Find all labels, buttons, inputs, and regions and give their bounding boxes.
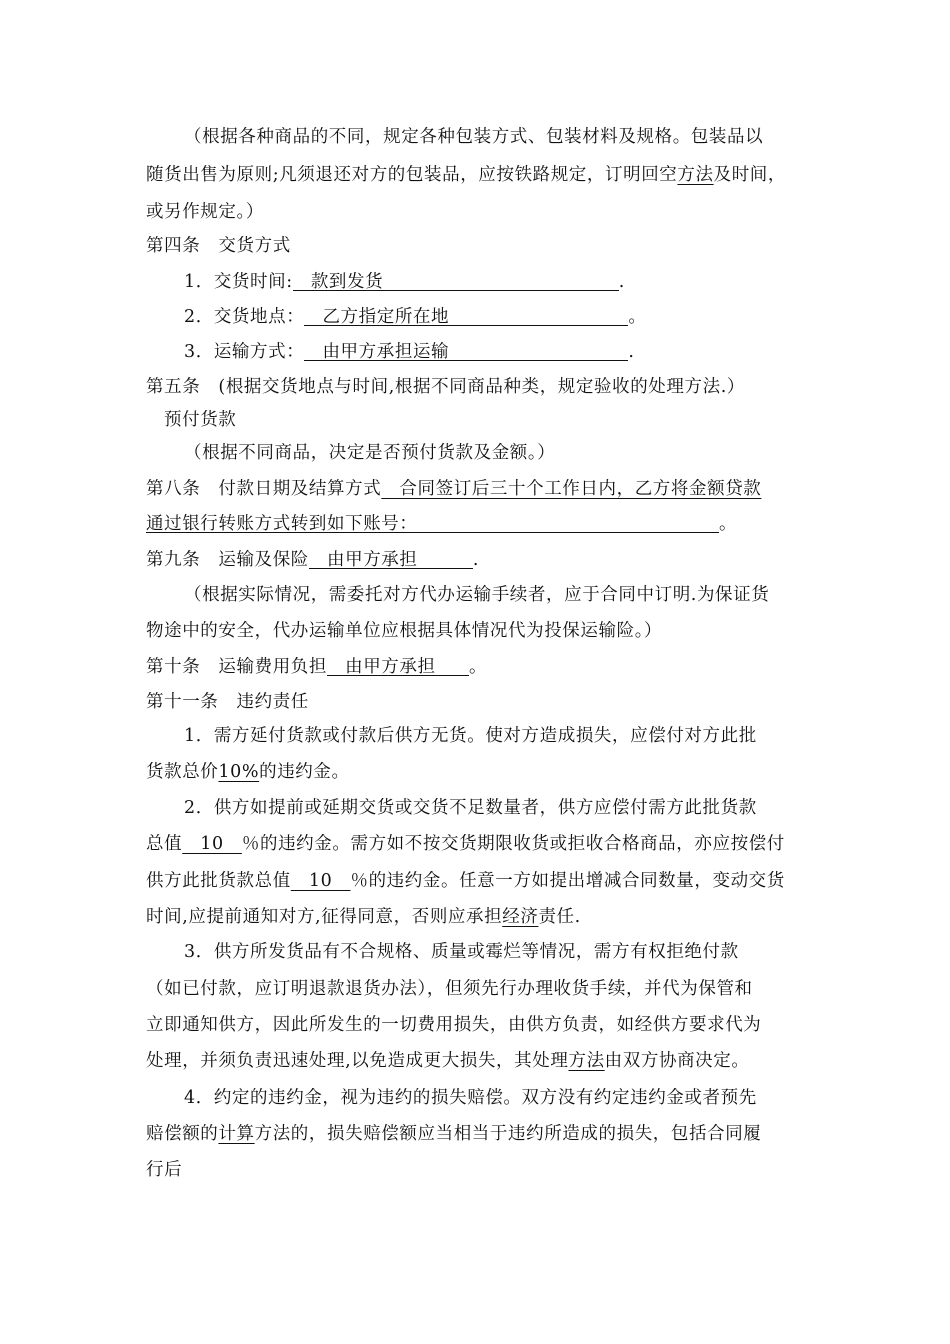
clause-4-text-end: 方法的，损失赔偿额应当相当于违约所造成的损失，包括合同履 — [254, 1124, 762, 1144]
clause-3-line-4 — [146, 1049, 749, 1073]
clause-3-line-4-text: 处理，并须负责迅速处理,以免造成更大损失，其处理 — [146, 1051, 569, 1071]
transport-mode-label: 3．运输方式： — [184, 342, 305, 362]
prepayment-note: （根据不同商品，决定是否预付货款及金额。） — [184, 443, 556, 463]
clause-3-line-2: （如已付款，应订明退款退货办法），但须先行办理收货手续，并代为保管和 — [146, 979, 753, 999]
article-8-end: 。 — [719, 514, 738, 534]
clause-4-line-3: 行后 — [146, 1160, 183, 1180]
clause-2-line-3 — [146, 869, 785, 893]
clause-2-line-4-end: 责任. — [538, 907, 581, 927]
transport-note-line-1: （根据实际情况，需委托对方代办运输手续者，应于合同中订明.为保证货 — [184, 585, 770, 605]
article-10-line — [146, 655, 487, 679]
clause-3-line-3: 立即通知供方，因此所发生的一切费用损失，由供方负责，如经供方要求代为 — [146, 1015, 762, 1035]
bank-account-field — [146, 512, 719, 533]
clause-1-line-1: 1．需方延付货款或付款后供方无货。使对方造成损失，应偿付对方此批 — [184, 726, 757, 746]
economic-link[interactable]: 经济 — [502, 907, 539, 927]
delivery-time-end: . — [618, 272, 625, 292]
transport-mode-field — [304, 340, 628, 361]
transport-mode-value: 由甲方承担运输 — [304, 342, 450, 362]
transport-note-line-2: 物途中的安全，代办运输单位应根据具体情况代为投保运输险。） — [146, 621, 663, 641]
packaging-note-text-end: 及时间， — [713, 165, 787, 185]
delivery-time-label: 1．交货时间: — [184, 272, 293, 292]
clause-2-line-4-text: 时间,应提前通知对方,征得同意，否则应承担 — [146, 907, 503, 927]
clause-1-text: 货款总价 — [146, 762, 219, 782]
transport-mode-end: . — [628, 342, 635, 362]
clause-4-line-2 — [146, 1122, 761, 1146]
article-4-title: 第四条 交货方式 — [146, 236, 291, 256]
article-8-line-1 — [146, 477, 761, 501]
prepayment-heading: 预付货款 — [164, 410, 237, 430]
insurance-field — [309, 548, 473, 569]
article-10-end: 。 — [469, 657, 488, 677]
clause-2-line-1: 2．供方如提前或延期交货或交货不足数量者，供方应偿付需方此批货款 — [184, 798, 757, 818]
method-link-2[interactable]: 方法 — [568, 1051, 605, 1071]
clause-4-text: 赔偿额的 — [146, 1124, 219, 1144]
clause-1-text-end: 的违约金。 — [259, 762, 350, 782]
clause-2-line-3-text: 供方此批货款总值 — [146, 871, 291, 891]
penalty-rate-3: 10 — [290, 871, 351, 891]
article-5-title: 第五条 (根据交货地点与时间,根据不同商品种类，规定验收的处理方法.） — [146, 377, 745, 397]
freight-cost-value: 由甲方承担 — [327, 657, 436, 677]
delivery-place-line — [184, 305, 646, 329]
freight-cost-field — [327, 655, 469, 676]
insurance-value: 由甲方承担 — [308, 550, 418, 570]
article-10-label: 第十条 运输费用负担 — [146, 657, 327, 677]
penalty-rate-2: 10 — [182, 834, 242, 854]
clause-2-line-2 — [146, 832, 785, 856]
method-link[interactable]: 方法 — [677, 165, 714, 185]
article-11-title: 第十一条 违约责任 — [146, 692, 309, 712]
delivery-place-label: 2．交货地点： — [184, 307, 305, 327]
transport-mode-line — [184, 340, 635, 364]
clause-2-line-3-end: ％的违约金。任意一方如提出增减合同数量，变动交货 — [350, 871, 785, 891]
delivery-place-field — [304, 305, 628, 326]
packaging-note-line-2 — [146, 163, 786, 187]
packaging-note-text: 随货出售为原则;凡须退还对方的包装品，应按铁路规定，订明回空 — [146, 165, 678, 185]
clause-3-line-1: 3．供方所发货品有不合规格、质量或霉烂等情况，需方有权拒绝付款 — [184, 942, 739, 962]
clause-3-line-4-end: 由双方协商决定。 — [604, 1051, 750, 1071]
payment-terms-value: 合同签订后三十个工作日内，乙方将金额贷款 — [381, 479, 762, 499]
clause-1-line-2 — [146, 760, 350, 784]
clause-2-text: 总值 — [146, 834, 183, 854]
packaging-note-line-3: 或另作规定。） — [146, 202, 264, 222]
penalty-rate-1: 10% — [218, 762, 260, 782]
packaging-note-line-1: （根据各种商品的不同，规定各种包装方式、包装材料及规格。包装品以 — [184, 127, 764, 147]
clause-2-line-4 — [146, 905, 581, 929]
delivery-time-field — [293, 270, 619, 291]
delivery-place-value: 乙方指定所在地 — [304, 307, 450, 327]
article-9-line — [146, 548, 479, 572]
delivery-time-line — [184, 270, 625, 294]
article-9-label: 第九条 运输及保险 — [146, 550, 309, 570]
article-8-line-2 — [146, 512, 737, 536]
clause-4-line-1: 4．约定的违约金，视为违约的损失赔偿。双方没有约定违约金或者预先 — [184, 1088, 757, 1108]
article-9-end: . — [472, 550, 480, 570]
bank-transfer-text: 通过银行转账方式转到如下账号： — [146, 514, 418, 534]
delivery-place-end: 。 — [628, 307, 647, 327]
clause-2-text-end: ％的违约金。需方如不按交货期限收货或拒收合格商品，亦应按偿付 — [241, 834, 785, 854]
article-8-label: 第八条 付款日期及结算方式 — [146, 479, 382, 499]
delivery-time-value: 款到发货 — [292, 272, 384, 292]
calculation-link[interactable]: 计算 — [218, 1124, 255, 1144]
